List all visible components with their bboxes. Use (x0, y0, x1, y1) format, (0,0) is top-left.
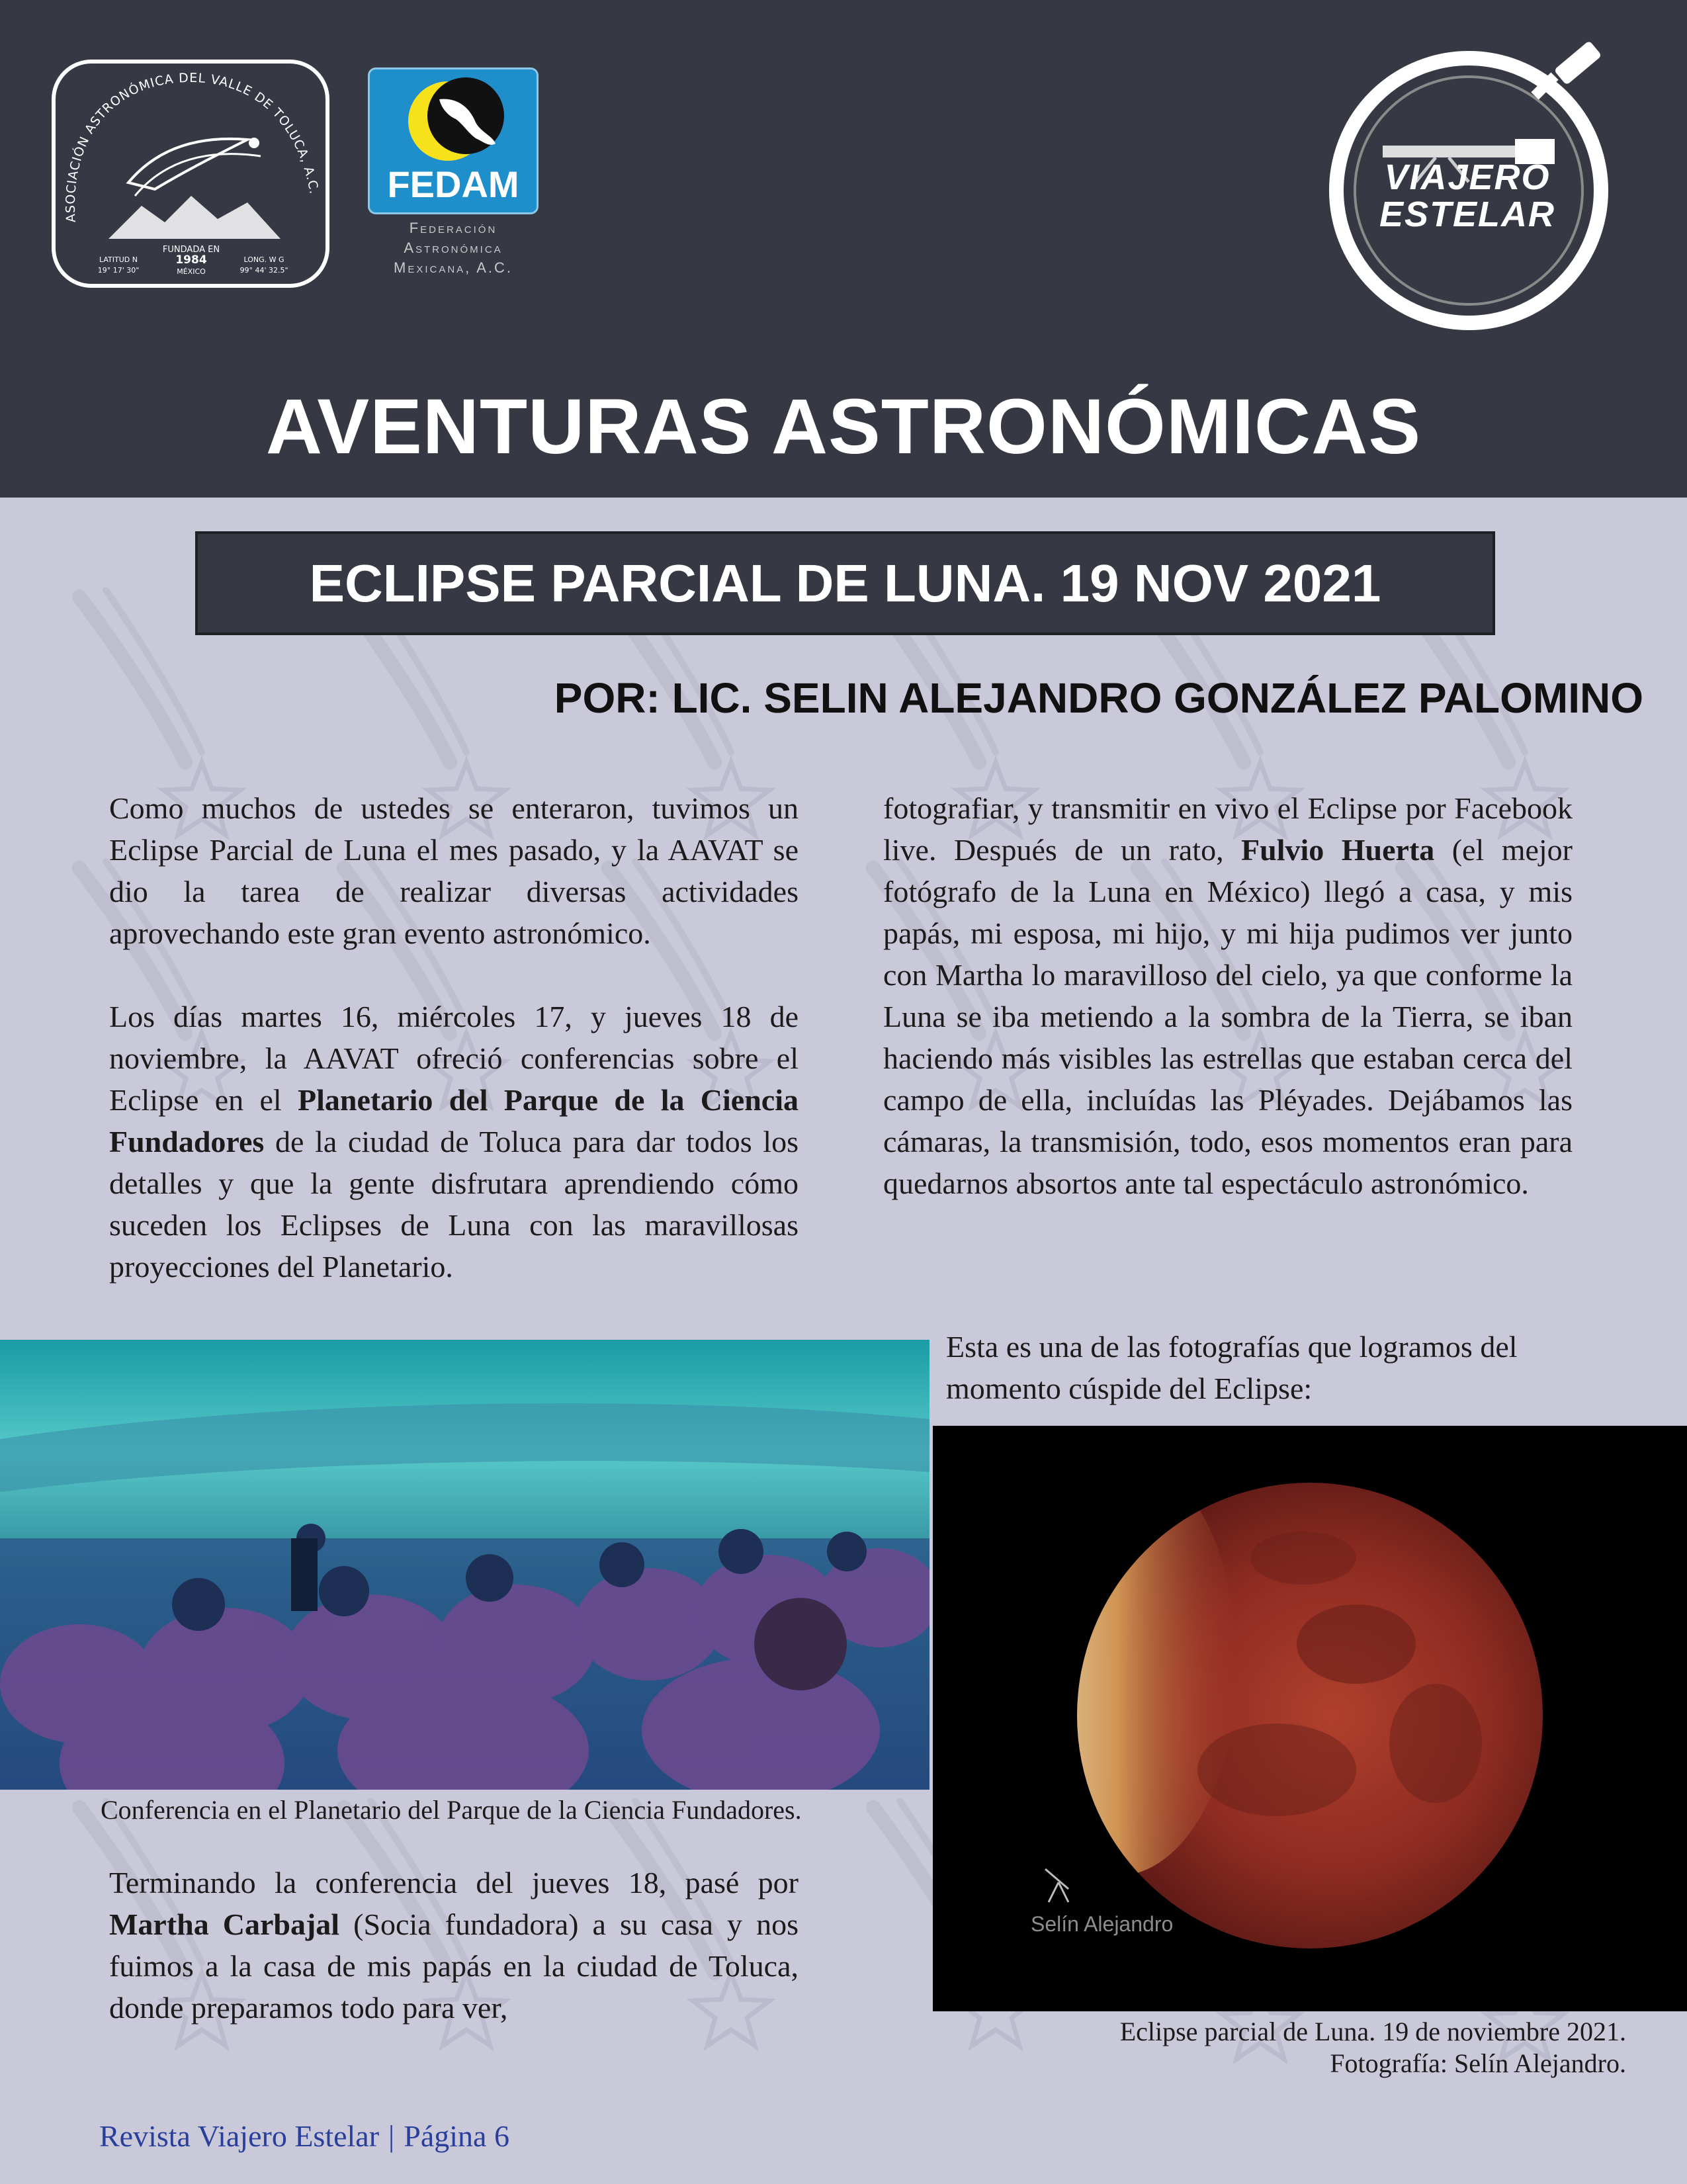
aavat-founded: FUNDADA EN (162, 245, 220, 255)
aavat-lat: 19° 17' 30" (97, 266, 140, 275)
aavat-city: MÉXICO (177, 267, 206, 276)
p3-bold-martha: Martha Carbajal (109, 1907, 340, 1941)
p2-bold-planetario: Planetario del Parque de la Ciencia Fundadores (109, 1083, 799, 1158)
paragraph-3 (109, 1862, 799, 2029)
planetarium-photo (0, 1340, 930, 1790)
ve-line-2: ESTELAR (1379, 195, 1556, 234)
p4-bold-fulvio: Fulvio Huerta (1241, 833, 1435, 867)
ve-line-1: VIAJERO (1384, 157, 1551, 197)
caption-eclipse-line-1: Eclipse parcial de Luna. 19 de noviembre 2021. (1119, 2017, 1626, 2046)
caption-eclipse (933, 2016, 1626, 2079)
paragraph-1: Como muchos de ustedes se enteraron, tuvimos un Eclipse Parcial de Luna el mes pasado, y la AAVAT se dio la tarea de realizar diversas actividades aprovechando este gran evento astronómico. (109, 791, 799, 950)
fedam-sub-line-3: Mexicana, A.C. (394, 259, 513, 276)
aavat-year: 1984 (175, 253, 207, 267)
page-footer (99, 2118, 509, 2154)
p3-text-a: Terminando la conferencia del jueves 18, pasé por (109, 1866, 799, 1900)
fedam-subtitle (357, 218, 549, 278)
left-column-top (109, 787, 799, 1288)
aavat-long: 99° 44' 32.5" (239, 266, 288, 275)
paragraph-4 (883, 787, 1573, 1204)
p2-text-c: de la ciudad de Toluca para dar todos los detalles y que la gente disfrutara aprendiendo cómo suceden los Eclipses de Luna con las maravillosas proyecciones del Planetario. (109, 1125, 799, 1284)
p4-text-a: fotografiar, y transmitir en vivo el Eclipse por Facebook live. Después de un rato, (883, 791, 1573, 867)
footer-separator: | (388, 2119, 395, 2153)
aavat-logo (52, 60, 329, 288)
p2-text-a: Los días martes 16, miércoles 17, y jueves 18 de noviembre, la AAVAT ofreció conferencias sobre el Eclipse en el (109, 1000, 799, 1117)
paragraph-2 (109, 996, 799, 1288)
viajero-estelar-wordmark (1368, 159, 1567, 233)
paragraph-5: Esta es una de las fotografías que logramos del momento cúspide del Eclipse: (946, 1330, 1518, 1405)
aavat-lat-label: LATITUD N (99, 255, 138, 264)
footer-page-number: Página 6 (404, 2119, 509, 2153)
p3-text-c: (Socia fundadora) a su casa y nos fuimos a la casa de mis papás en la ciudad de Toluca, donde preparamos todo para ver, (109, 1907, 799, 2025)
caption-planetarium: Conferencia en el Planetario del Parque de la Ciencia Fundadores. (101, 1795, 802, 1825)
article-byline: POR: LIC. SELIN ALEJANDRO GONZÁLEZ PALOMINO (554, 674, 1643, 722)
fedam-sub-line-1: Federación (409, 220, 497, 236)
fedam-wordmark: FEDAM (387, 163, 519, 205)
article-title: ECLIPSE PARCIAL DE LUNA. 19 NOV 2021 (195, 531, 1495, 635)
caption-eclipse-line-2: Fotografía: Selín Alejandro. (1330, 2048, 1626, 2078)
aavat-long-label: LONG. W G (243, 255, 284, 264)
p4-text-c: (el mejor fotógrafo de la Luna en México) llegó a casa, y mis papás, mi esposa, mi hijo, y mi hija pudimos ver junto con Martha lo maravilloso del cielo, ya que conforme la Luna se iba metiendo a la sombra de la Tierra, se iban haciendo más visibles las estrellas que estaban cerca del campo de ella, incluídas las Pléyades. Dejábamos las cámaras, la transmisión, todo, esos momentos eran para quedarnos absortos ante tal espectáculo astronómico. (883, 833, 1573, 1200)
photo-watermark: Selín Alejandro (1031, 1912, 1174, 1936)
fedam-logo (368, 67, 539, 214)
footer-magazine: Revista Viajero Estelar (99, 2119, 380, 2153)
aavat-ring-text: ASOCIACIÓN ASTRONÓMICA DEL VALLE DE TOLUCA, A.C. (63, 70, 322, 223)
section-title: AVENTURAS ASTRONÓMICAS (265, 383, 1422, 470)
fedam-sub-line-2: Astronómica (404, 240, 503, 256)
